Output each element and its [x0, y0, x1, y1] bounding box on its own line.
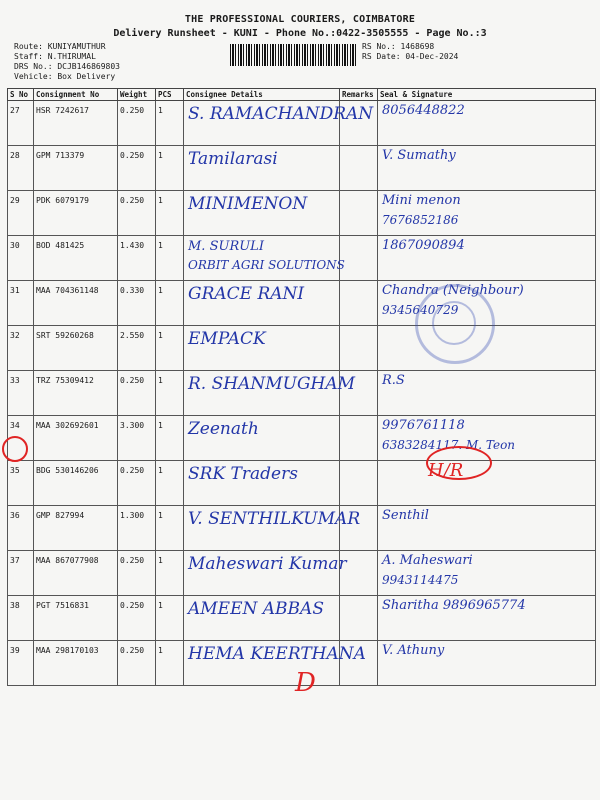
consignee-name: R. SHANMUGHAM: [188, 374, 356, 394]
cell-signature: [378, 596, 596, 641]
cell-remarks: [340, 326, 378, 371]
cell-sno: 35: [8, 461, 34, 506]
signature-text: H/R: [428, 460, 464, 481]
consignee-name: S. RAMACHANDRAN: [188, 104, 374, 124]
cell-signature: [378, 641, 596, 686]
cell-remarks: [340, 191, 378, 236]
cell-signature: [378, 236, 596, 281]
cell-consignment: MAA 298170103: [34, 641, 118, 686]
red-circle-mark-hr: [426, 446, 492, 480]
staff-label: Staff: N.THIRUMAL: [14, 52, 96, 61]
cell-signature: [378, 146, 596, 191]
table-row: [8, 551, 596, 596]
cell-consignee: [184, 371, 356, 416]
consignee-name: Tamilarasi: [188, 149, 278, 169]
runsheet-subtitle: Delivery Runsheet - KUNI - Phone No.:0422-3505555 - Page No.:3: [113, 28, 487, 39]
signature-text: 1867090894: [382, 238, 465, 253]
cell-weight: 1.300: [118, 506, 156, 551]
consignee-name: Maheswari Kumar: [188, 554, 347, 574]
cell-remarks: [340, 371, 378, 416]
cell-sno: 37: [8, 551, 34, 596]
cell-weight: 2.550: [118, 326, 156, 371]
cell-remarks: [340, 596, 378, 641]
cell-consignee: [184, 236, 345, 281]
signature-text: 9976761118: [382, 418, 465, 433]
cell-pcs: 1: [156, 416, 184, 461]
consignee-company: ORBIT AGRI SOLUTIONS: [188, 258, 345, 272]
consignee-name: V. SENTHILKUMAR: [188, 509, 361, 529]
col-pcs: PCS: [156, 89, 184, 101]
cell-remarks: [340, 236, 378, 281]
cell-weight: 1.430: [118, 236, 156, 281]
cell-weight: 0.250: [118, 641, 156, 686]
table-row: [8, 236, 596, 281]
cell-consignee: [184, 326, 340, 371]
signature-text: Chandra (Neighbour): [382, 283, 524, 298]
red-circle-mark: [2, 436, 28, 462]
cell-sno: 30: [8, 236, 34, 281]
signature-text: V. Athuny: [382, 643, 445, 658]
cell-pcs: 1: [156, 551, 184, 596]
col-remarks: Remarks: [340, 89, 378, 101]
cell-sno: 32: [8, 326, 34, 371]
cell-sno: 29: [8, 191, 34, 236]
cell-consignee: [184, 461, 340, 506]
cell-remarks: [340, 146, 378, 191]
signature-text: 8056448822: [382, 103, 465, 118]
cell-pcs: 1: [156, 641, 184, 686]
cell-sno: 34: [8, 416, 34, 461]
cell-remarks: [340, 551, 378, 596]
signature-phone: 6383284117. M. Teon: [382, 438, 516, 452]
cell-pcs: 1: [156, 506, 184, 551]
col-consignee: Consignee Details: [184, 89, 340, 101]
cell-consignee: [184, 596, 340, 641]
signature-text: A. Maheswari: [382, 553, 473, 568]
cell-weight: 0.250: [118, 371, 156, 416]
table-row: [8, 596, 596, 641]
col-weight: Weight: [118, 89, 156, 101]
cell-consignment: MAA 704361148: [34, 281, 118, 326]
cell-consignment: SRT 59260268: [34, 326, 118, 371]
signature-phone: 9943114475: [382, 573, 459, 587]
cell-pcs: 1: [156, 326, 184, 371]
bottom-red-mark: D: [295, 668, 316, 698]
cell-consignee: [184, 416, 340, 461]
runsheet-table: [7, 88, 596, 686]
col-consignment: Consignment No: [34, 89, 118, 101]
cell-weight: 3.300: [118, 416, 156, 461]
cell-consignment: BDG 530146206: [34, 461, 118, 506]
consignee-name: SRK Traders: [188, 464, 298, 484]
col-sno: S No: [8, 89, 34, 101]
cell-consignment: BOD 481425: [34, 236, 118, 281]
company-title: THE PROFESSIONAL COURIERS, COIMBATORE: [184, 14, 416, 25]
table-row: [8, 281, 596, 326]
cell-consignment: TRZ 75309412: [34, 371, 118, 416]
meta-right: [362, 42, 458, 62]
cell-consignee: [184, 641, 366, 686]
cell-sno: 28: [8, 146, 34, 191]
cell-consignee: [184, 101, 374, 146]
cell-consignment: GPM 713379: [34, 146, 118, 191]
cell-consignment: PDK 6079179: [34, 191, 118, 236]
cell-remarks: [340, 101, 378, 146]
cell-weight: 0.250: [118, 191, 156, 236]
cell-signature: [378, 551, 596, 596]
consignee-name: MINIMENON: [188, 194, 308, 214]
cell-remarks: [340, 641, 378, 686]
cell-pcs: 1: [156, 101, 184, 146]
cell-signature: [378, 101, 596, 146]
consignee-name: EMPACK: [188, 329, 266, 349]
cell-sno: 38: [8, 596, 34, 641]
table-row: [8, 461, 596, 506]
cell-consignment: MAA 867077908: [34, 551, 118, 596]
cell-weight: 0.250: [118, 551, 156, 596]
barcode-icon: [230, 44, 356, 66]
cell-signature: [378, 191, 596, 236]
cell-remarks: [340, 281, 378, 326]
table-row: [8, 326, 596, 371]
cell-pcs: 1: [156, 371, 184, 416]
consignee-name: M. SURULI: [188, 239, 264, 254]
cell-weight: 0.250: [118, 596, 156, 641]
cell-consignee: [184, 551, 347, 596]
consignee-name: AMEEN ABBAS: [188, 599, 324, 619]
col-signature: Seal & Signature: [378, 89, 596, 101]
cell-pcs: 1: [156, 146, 184, 191]
table-row: [8, 191, 596, 236]
cell-weight: 0.330: [118, 281, 156, 326]
signature-phone: 9345640729: [382, 303, 459, 317]
table-row: [8, 146, 596, 191]
consignee-name: HEMA KEERTHANA: [188, 644, 366, 664]
cell-consignment: GMP 827994: [34, 506, 118, 551]
drs-label: DRS No.: DCJB146869803: [14, 62, 120, 71]
rs-date: RS Date: 04-Dec-2024: [362, 52, 459, 61]
cell-pcs: 1: [156, 461, 184, 506]
cell-sno: 39: [8, 641, 34, 686]
cell-remarks: [340, 506, 378, 551]
cell-sno: 27: [8, 101, 34, 146]
cell-sno: 36: [8, 506, 34, 551]
cell-pcs: 1: [156, 281, 184, 326]
cell-consignment: PGT 7516831: [34, 596, 118, 641]
cell-consignee: [184, 146, 340, 191]
cell-sno: 33: [8, 371, 34, 416]
cell-pcs: 1: [156, 236, 184, 281]
table-header-row: [8, 89, 596, 101]
cell-pcs: 1: [156, 596, 184, 641]
signature-text: Senthil: [382, 508, 429, 523]
cell-remarks: [340, 461, 378, 506]
cell-consignee: [184, 191, 340, 236]
consignee-name: Zeenath: [188, 419, 259, 439]
signature-text: R.S: [382, 373, 405, 388]
table-row: [8, 101, 596, 146]
cell-consignment: HSR 7242617: [34, 101, 118, 146]
rs-number: RS No.: 1468698: [362, 42, 435, 51]
cell-pcs: 1: [156, 191, 184, 236]
cell-signature: [378, 506, 596, 551]
signature-text: Sharitha 9896965774: [382, 598, 526, 613]
cell-sno: 31: [8, 281, 34, 326]
cell-remarks: [340, 416, 378, 461]
consignee-name: GRACE RANI: [188, 284, 305, 304]
table-row: [8, 416, 596, 461]
cell-consignee: [184, 281, 340, 326]
table-row: [8, 506, 596, 551]
cell-weight: 0.250: [118, 101, 156, 146]
signature-text: Mini menon: [382, 193, 461, 208]
cell-weight: 0.250: [118, 461, 156, 506]
cell-consignee: [184, 506, 361, 551]
meta-left: [14, 42, 120, 82]
cell-weight: 0.250: [118, 146, 156, 191]
cell-signature: [378, 371, 596, 416]
table-row: [8, 371, 596, 416]
courier-seal-stamp: [415, 284, 495, 364]
cell-consignment: MAA 302692601: [34, 416, 118, 461]
signature-text: V. Sumathy: [382, 148, 456, 163]
route-label: Route: KUNIYAMUTHUR: [14, 42, 106, 51]
vehicle-label: Vehicle: Box Delivery: [14, 72, 116, 81]
signature-phone: 7676852186: [382, 213, 459, 227]
